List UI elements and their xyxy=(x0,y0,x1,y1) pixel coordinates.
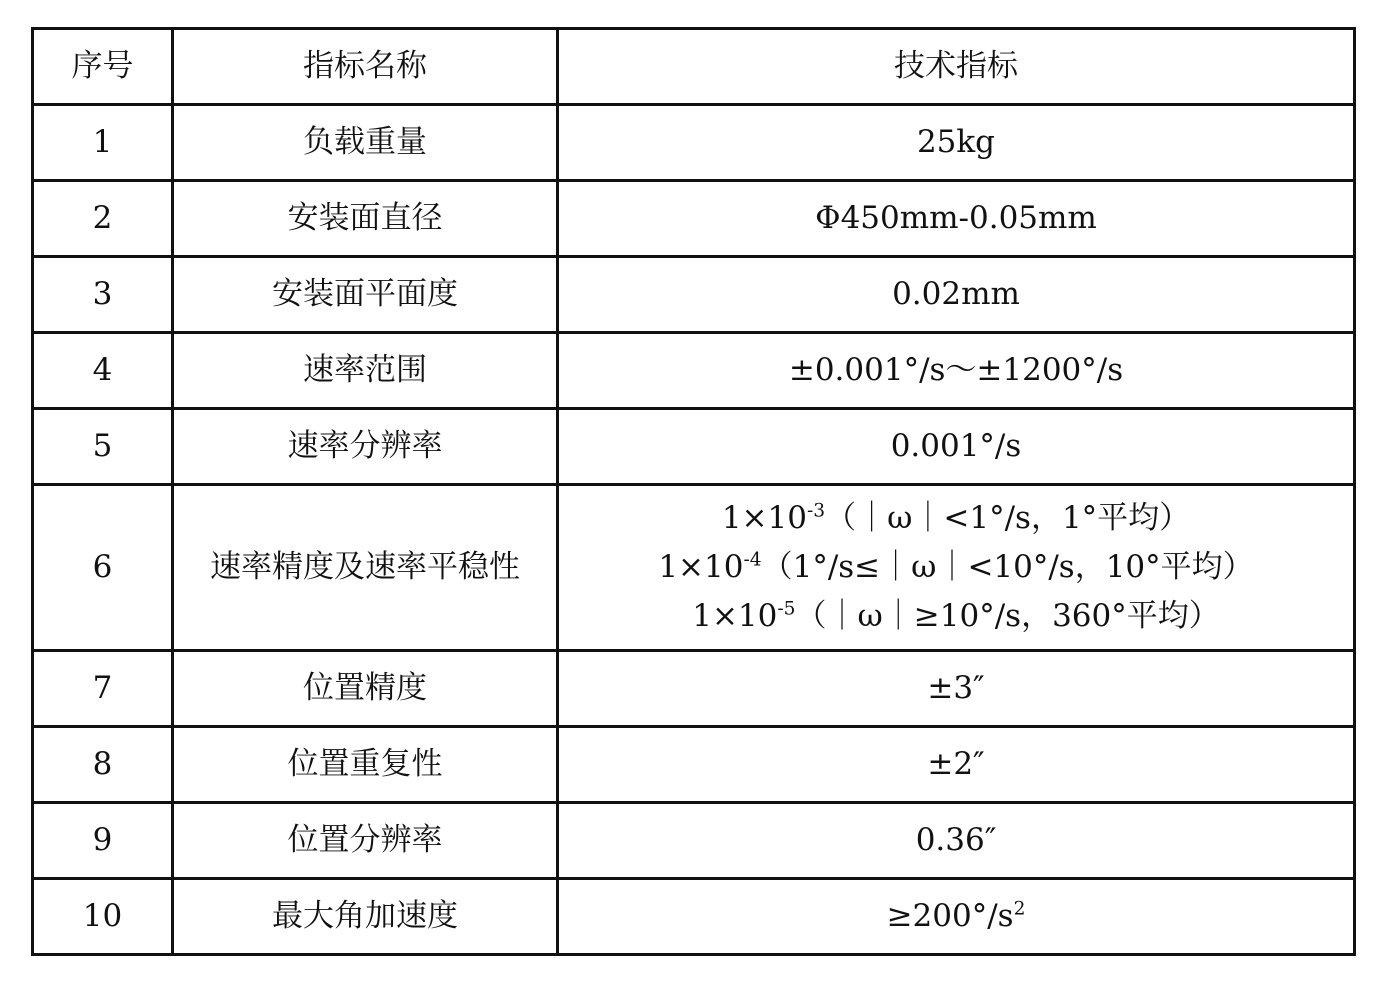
header-index: 序号 xyxy=(33,29,173,105)
spec-exponent: 2 xyxy=(1013,898,1026,920)
row-spec: ±2″ xyxy=(558,727,1355,803)
row-name: 速率精度及速率平稳性 xyxy=(173,485,558,651)
table-row xyxy=(33,651,1355,727)
spec-line-base: 1×10 xyxy=(658,549,744,585)
row-spec: 0.36″ xyxy=(558,803,1355,879)
spec-line-base: 1×10 xyxy=(721,500,807,536)
row-spec: 0.02mm xyxy=(558,257,1355,333)
row-index: 1 xyxy=(33,105,173,181)
table-row xyxy=(33,333,1355,409)
row-name: 速率分辨率 xyxy=(173,409,558,485)
row-name: 安装面直径 xyxy=(173,181,558,257)
row-index: 2 xyxy=(33,181,173,257)
spec-line-base: 1×10 xyxy=(692,598,778,634)
header-spec: 技术指标 xyxy=(558,29,1355,105)
table-row xyxy=(33,181,1355,257)
row-index: 8 xyxy=(33,727,173,803)
spec-base: ≥200°/s xyxy=(886,897,1014,934)
row-name: 负载重量 xyxy=(173,105,558,181)
row-name: 最大角加速度 xyxy=(173,879,558,955)
row-index: 6 xyxy=(33,485,173,651)
spec-line-rest: （｜ω｜<1°/s，1°平均） xyxy=(825,500,1191,536)
spec-line-rest: （1°/s≤｜ω｜<10°/s，10°平均） xyxy=(761,549,1254,585)
spec-table xyxy=(31,27,1356,956)
header-row xyxy=(33,29,1355,105)
spec-line-rest: （｜ω｜≥10°/s，360°平均） xyxy=(795,598,1220,634)
spec-line-exponent: -5 xyxy=(777,598,796,620)
spec-line-exponent: -3 xyxy=(806,500,826,522)
table-row xyxy=(33,105,1355,181)
row-spec: 25kg xyxy=(558,105,1355,181)
header-name: 指标名称 xyxy=(173,29,558,105)
table-row xyxy=(33,803,1355,879)
row-name: 位置重复性 xyxy=(173,727,558,803)
table-row xyxy=(33,879,1355,955)
spec-line xyxy=(559,543,1353,592)
row-spec: Φ450mm-0.05mm xyxy=(558,181,1355,257)
row-spec xyxy=(558,879,1355,955)
table-row xyxy=(33,485,1355,651)
row-name: 位置精度 xyxy=(173,651,558,727)
table-row xyxy=(33,409,1355,485)
spec-line xyxy=(559,592,1353,641)
spec-line xyxy=(559,494,1353,543)
row-spec: 0.001°/s xyxy=(558,409,1355,485)
row-spec-multiline xyxy=(558,485,1355,651)
row-index: 9 xyxy=(33,803,173,879)
row-spec: ±3″ xyxy=(558,651,1355,727)
table-row xyxy=(33,257,1355,333)
row-index: 4 xyxy=(33,333,173,409)
row-index: 3 xyxy=(33,257,173,333)
row-spec: ±0.001°/s～±1200°/s xyxy=(558,333,1355,409)
row-name: 安装面平面度 xyxy=(173,257,558,333)
row-name: 位置分辨率 xyxy=(173,803,558,879)
row-name: 速率范围 xyxy=(173,333,558,409)
row-index: 10 xyxy=(33,879,173,955)
table-row xyxy=(33,727,1355,803)
spec-line-exponent: -4 xyxy=(743,549,762,571)
row-index: 7 xyxy=(33,651,173,727)
row-index: 5 xyxy=(33,409,173,485)
